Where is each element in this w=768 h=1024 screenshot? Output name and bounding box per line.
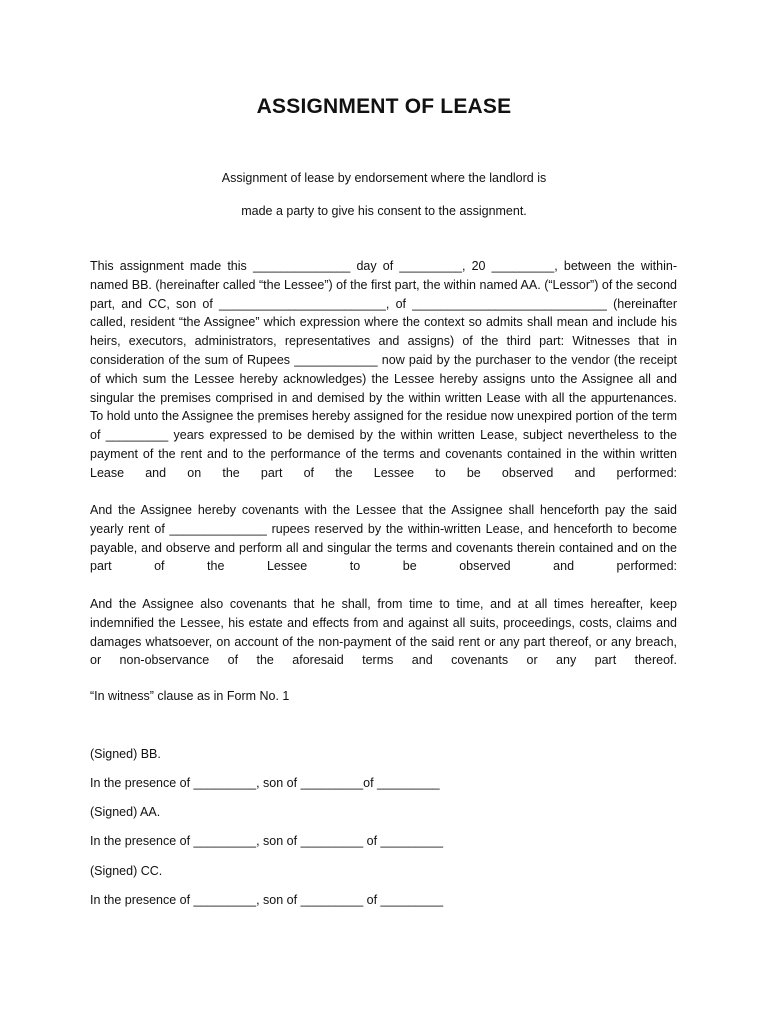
presence-bb: In the presence of _________, son of _________of _________ <box>90 776 440 790</box>
subtitle-line-2: made a party to give his consent to the assignment. <box>241 204 527 218</box>
signed-aa: (Signed) AA. <box>90 805 161 819</box>
signed-bb: (Signed) BB. <box>90 747 161 761</box>
document-title: ASSIGNMENT OF LEASE <box>256 95 512 118</box>
presence-aa: In the presence of _________, son of _________ of _________ <box>90 834 444 848</box>
subtitle-line-1: Assignment of lease by endorsement where the landlord is <box>221 171 547 185</box>
paragraph-assignment: This assignment made this ______________ day of _________, 20 _________, between the within-named BB. (hereinafter called “the Lessee”) of the first part, the within named AA. (“Lessor”) of the second part, and CC, son of ________________________, of ____________________________ (hereinafter called, resident “the Assignee” which expression where the context so admits shall mean and include his heirs, executors, administrators, representatives and assigns) of the third part: Witnesses that in consideration of the sum of Rupees ____________ now paid by the purchaser to the vendor (the receipt of which sum the Lessee hereby acknowledges) the Lessee hereby assigns unto the Assignee all and singular the premises comprised in and demised by the within written Lease with all the appurtenances. To hold unto the Assignee the premises hereby assigned for the residue now unexpired portion of the term of _________ years expressed to be demised by the within written Lease, subject nevertheless to the payment of the rent and to the performance of the terms and covenants contained in the within written Lease and on the part of the Lessee to be observed and performed: <box>90 259 677 480</box>
paragraph-assignee-covenants: And the Assignee hereby covenants with the Lessee that the Assignee shall henceforth pay the said yearly rent of ______________ rupees reserved by the within-written Lease, and henceforth to become payable, and observe and perform all and singular the terms and covenants therein contained and on the part of the Lessee to be observed and performed: <box>90 503 677 574</box>
paragraph-indemnity: And the Assignee also covenants that he shall, from time to time, and at all times hereafter, keep indemnified the Lessee, his estate and effects from and against all suits, proceedings, costs, claims and damages whatsoever, on account of the non-payment of the said rent or any part thereof, or any breach, or non-observance of the aforesaid terms and covenants or any part thereof. <box>90 597 677 668</box>
presence-cc: In the presence of _________, son of _________ of _________ <box>90 893 444 907</box>
signed-cc: (Signed) CC. <box>90 864 163 878</box>
witness-clause: “In witness” clause as in Form No. 1 <box>90 689 290 703</box>
